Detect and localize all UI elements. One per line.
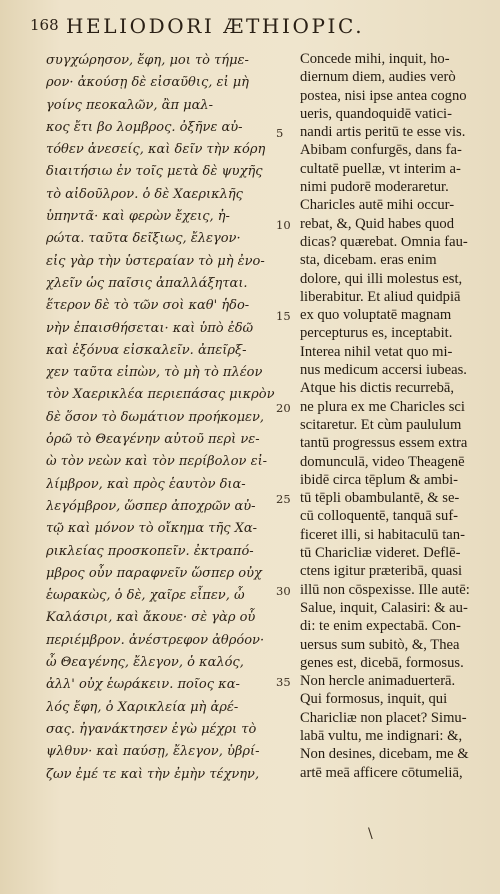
latin-text-line: Charicles autē mihi occur- bbox=[300, 197, 455, 214]
latin-text-line: nandi artis peritū te esse vis. bbox=[300, 124, 466, 141]
latin-text-line: ibidē circa tēplum & ambi- bbox=[300, 471, 459, 488]
greek-text-line: ρον· ἀκούσῃ δὲ εἰσαῦθις, εἰ μὴ bbox=[46, 75, 249, 91]
greek-text-line: ρικλείας προσκοπεῖν. ἐκτραπό- bbox=[46, 543, 254, 559]
latin-text-line: Abibam confurgēs, dans fa- bbox=[300, 142, 462, 159]
latin-text-line: uersus sum subitò, &, Thea bbox=[300, 636, 460, 653]
greek-text-line: ὼ τὸν νεὼν καὶ τὸν περίβολον εἰ- bbox=[46, 454, 268, 470]
latin-text-line: nus medicum accersi iubeas. bbox=[300, 362, 467, 379]
greek-text-line: τὸν Χαερικλέα περιεπάσας μικρὸν bbox=[46, 387, 275, 403]
latin-text-line: artē meā afficere cōtumeliā, bbox=[300, 764, 463, 781]
catchword-mark: \ bbox=[368, 826, 373, 842]
latin-text-line: ne plura ex me Charicles sci bbox=[300, 398, 465, 415]
greek-text-line: συγχώρησον, ἔφη, μοι τὸ τήμε- bbox=[46, 53, 249, 68]
latin-text-line: tantū progressus essem extra bbox=[300, 435, 468, 452]
line-number: 25 bbox=[276, 492, 291, 507]
latin-text-line: ex quo voluptatē magnam bbox=[300, 307, 452, 324]
greek-text-line: λεγόμβρον, ὥσπερ ἀποχρῶν αὐ- bbox=[46, 498, 256, 514]
greek-text-line: νὴν ἐπαισθήσεται· καὶ ὑπὸ ἐδῶ bbox=[46, 320, 254, 336]
greek-text-line: εἰς γὰρ τὴν ὑστεραίαν τὸ μὴ ἐνο- bbox=[46, 253, 265, 269]
greek-text-line: χλεῖν ὡς παῖσις ἀπαλλάξηται. bbox=[46, 275, 248, 291]
greek-text-line: ἑωρακὼς, ὁ δὲ, χαῖρε εἶπεν, ὦ bbox=[46, 588, 245, 604]
running-title: HELIODORI ÆTHIOPIC. bbox=[66, 14, 365, 38]
latin-text-line: nimi pudorē moderaretur. bbox=[300, 179, 449, 196]
line-number: 20 bbox=[276, 400, 291, 415]
greek-text-line: ψλθυν· καὶ παύσῃ, ἔλεγον, ὑβρί- bbox=[46, 744, 260, 760]
latin-text-line: Interea nihil vetat quo mi- bbox=[300, 343, 453, 360]
line-number: 5 bbox=[276, 126, 284, 141]
latin-text-line: dolore, qui illi molestus est, bbox=[300, 270, 463, 287]
latin-text-line: ueris, quandoquidē vatici- bbox=[300, 105, 452, 122]
greek-text-line: μβρος οὖν παραφνεῖν ὥσπερ οὐχ bbox=[46, 565, 262, 581]
latin-text-line: genes est, dicebā, formosus. bbox=[300, 654, 464, 671]
greek-text-line: σας. ἠγανάκτησεν ἐγὼ μέχρι τὸ bbox=[46, 721, 257, 737]
latin-text-line: Concede mihi, inquit, ho- bbox=[300, 51, 450, 67]
greek-text-line: λίμβρον, καὶ πρὸς ἑαυτὸν δια- bbox=[46, 476, 246, 492]
latin-text-line: ctens igitur præteribā, quasi bbox=[300, 563, 463, 580]
latin-text-line: Non hercle animaduerterā. bbox=[300, 673, 456, 690]
latin-text-line: tū Charicliæ videret. Deflē- bbox=[300, 545, 461, 562]
latin-text-line: ficeret illi, si habitaculū tan- bbox=[300, 526, 465, 543]
greek-text-line: τὸ αἰδοῦλρον. ὁ δὲ Χαερικλῆς bbox=[46, 186, 243, 202]
greek-text-line: καὶ ἐξόνυα εἰσκαλεῖν. ἀπεῖρξ- bbox=[46, 342, 247, 358]
latin-text-line: dicas? quærebat. Omnia fau- bbox=[300, 233, 468, 250]
greek-text-line: Καλάσιρι, καὶ ἄκουε· σὲ γὰρ οὗ bbox=[46, 610, 256, 626]
greek-text-line: τῷ καὶ μόνον τὸ οἴκημα τῆς Χα- bbox=[46, 521, 258, 537]
latin-text-line: labā vultu, me indignari: &, bbox=[300, 727, 463, 744]
greek-text-line: ἕτερον δὲ τὸ τῶν σοὶ καθ' ἡδο- bbox=[46, 298, 250, 314]
latin-text-line: cultatē puellæ, vt interim a- bbox=[300, 160, 461, 177]
latin-text-line: Charicliæ non placet? Simu- bbox=[300, 709, 467, 726]
greek-text-line: ὑπηντᾶ· καὶ φερὼν ἔχεις, ἠ- bbox=[46, 209, 230, 225]
line-number: 35 bbox=[276, 675, 291, 690]
latin-text-line: Qui formosus, inquit, qui bbox=[300, 691, 448, 708]
page-number: 168 bbox=[30, 16, 59, 34]
latin-text-line: domunculā, video Theagenē bbox=[300, 453, 465, 470]
latin-text-line: Salue, inquit, Calasiri: & au- bbox=[300, 599, 468, 616]
latin-text-line: rebat, &, Quid habes quod bbox=[300, 215, 455, 232]
latin-text-line: sta, dicebam. eras enim bbox=[300, 252, 437, 269]
greek-text-line: διαιτήσιω ἐν τοῖς μετὰ δὲ ψυχῆς bbox=[46, 164, 263, 180]
greek-text-line: χεν ταῦτα εἰπὼν, τὸ μὴ τὸ πλέον bbox=[46, 365, 263, 381]
latin-text-line: scitaretur. Et cùm paululum bbox=[300, 416, 462, 433]
greek-text-line: ζων ἐμέ τε καὶ τὴν ἐμὴν τέχνην, bbox=[46, 766, 260, 782]
line-number: 15 bbox=[276, 309, 291, 324]
greek-text-line: κος ἔτι βο λομβρος. ὀξῆνε αὐ- bbox=[46, 119, 243, 135]
latin-text-line: tū tēpli obambulantē, & se- bbox=[300, 490, 460, 507]
latin-text-line: diernum diem, audies verò bbox=[300, 69, 456, 86]
greek-text-line: λός ἔφη, ὁ Χαρικλεία μὴ ἀρέ- bbox=[46, 699, 239, 715]
greek-text-line: περιέμβρον. ἀνέστρεφον ἀθρόον· bbox=[46, 632, 265, 648]
line-number: 10 bbox=[276, 217, 291, 232]
latin-text-column bbox=[300, 50, 496, 782]
latin-text-line: Non desines, dicebam, me & bbox=[300, 746, 469, 763]
latin-text-line: di: te enim expectabā. Con- bbox=[300, 618, 461, 635]
line-number: 30 bbox=[276, 583, 291, 598]
latin-text-line: illū non cōspexisse. Ille autē: bbox=[300, 581, 470, 598]
latin-text-line: postea, nisi ipse antea cogno bbox=[300, 87, 467, 104]
latin-text-line: percepturus es, inceptabit. bbox=[300, 325, 453, 342]
greek-text-line: ρώτα. ταῦτα δεῖξιως, ἔλεγον· bbox=[46, 231, 241, 247]
greek-text-line: ἀλλ' οὐχ ἑωράκειν. ποῖος κα- bbox=[46, 677, 240, 693]
greek-text-line: ὁρῶ τὸ Θεαγένην αὐτοῦ περὶ νε- bbox=[46, 432, 260, 448]
greek-text-line: δὲ ὅσον τὸ δωμάτιον προήκομεν, bbox=[46, 409, 265, 425]
page-header bbox=[30, 14, 490, 46]
greek-text-line: ὦ Θεαγένης, ἔλεγον, ὁ καλός, bbox=[46, 655, 244, 671]
greek-text-line: γοίνς πεοκαλῶν, ἂπ μαλ- bbox=[46, 97, 213, 113]
latin-text-line: Atque his dictis recurrebā, bbox=[300, 380, 454, 397]
greek-text-line: τόθεν ἀνεσείς, καὶ δεῖν τὴν κόρη bbox=[46, 142, 266, 158]
latin-text-line: cū colloquentē, tanquā suf- bbox=[300, 508, 459, 525]
latin-text-line: liberabitur. Et aliud quidpiā bbox=[300, 288, 461, 305]
